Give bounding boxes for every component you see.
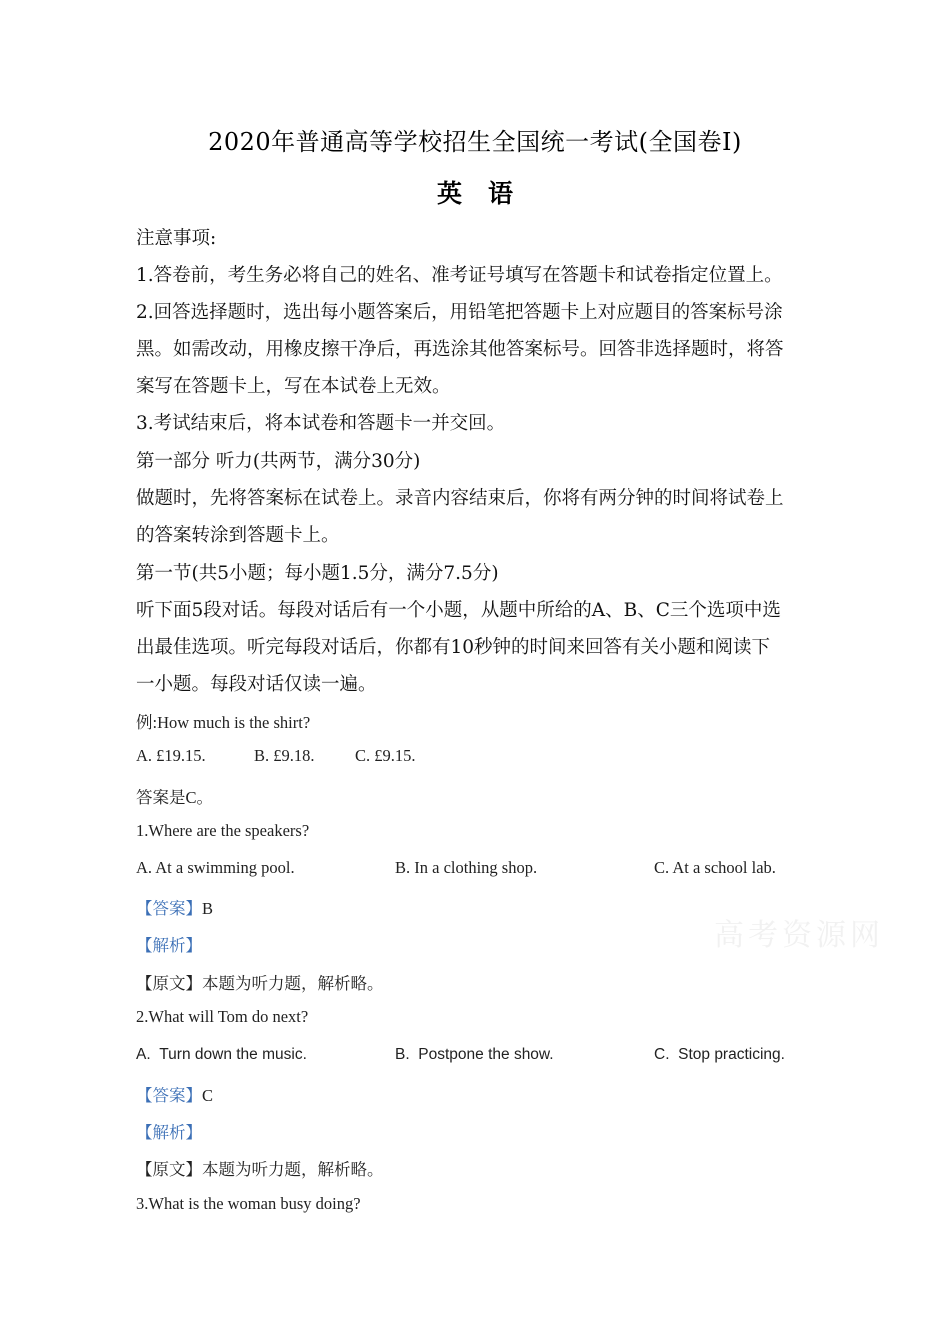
- q2-answer: [136, 1082, 213, 1106]
- option-text: Turn down the music.: [159, 1046, 307, 1063]
- note-line: 2.回答选择题时，选出每小题答案后，用铅笔把答题卡上对应题目的答案标号涂: [136, 302, 783, 323]
- part1-instruction-line: 的答案转涂到答题卡上。: [136, 525, 340, 546]
- note-line: 案写在答题卡上，写在本试卷上无效。: [136, 376, 451, 397]
- example-option-c: C. £9.15.: [355, 746, 416, 765]
- q1-original: [136, 970, 384, 994]
- watermark: 高考资源网: [714, 918, 884, 953]
- q2-option-b: [395, 1046, 554, 1064]
- q2-original: [136, 1156, 384, 1180]
- part1-instruction-line: 做题时，先将答案标在试卷上。录音内容结束后，你将有两分钟的时间将试卷上: [136, 488, 784, 509]
- example-option-b: B. £9.18.: [254, 746, 315, 765]
- q1-analysis: [136, 932, 202, 956]
- option-letter: C.: [654, 1046, 670, 1063]
- q1-option-a: A. At a swimming pool.: [136, 858, 295, 877]
- section1-heading: 第一节(共5小题；每小题1.5分，满分7.5分): [136, 563, 499, 584]
- section1-instruction-line: 出最佳选项。听完每段对话后，你都有10秒钟的时间来回答有关小题和阅读下: [136, 637, 771, 658]
- q1-option-c: C. At a school lab.: [654, 858, 776, 877]
- note-line: 黑。如需改动，用橡皮擦干净后，再选涂其他答案标号。回答非选择题时，将答: [136, 339, 784, 360]
- question-3: 3.What is the woman busy doing?: [136, 1194, 361, 1213]
- page-title: 2020年普通高等学校招生全国统一考试(全国卷I): [208, 128, 742, 156]
- option-letter: A.: [136, 1046, 151, 1063]
- original-label: 【原文】: [136, 1160, 202, 1179]
- original-text: 本题为听力题，解析略。: [202, 1160, 384, 1179]
- option-text: Postpone the show.: [418, 1046, 554, 1063]
- q1-answer: [136, 895, 213, 919]
- answer-label: 【答案】: [136, 1086, 202, 1105]
- option-letter: B.: [395, 1046, 410, 1063]
- q1-option-b: B. In a clothing shop.: [395, 858, 538, 877]
- example-answer: 答案是C。: [136, 788, 214, 807]
- question-2: 2.What will Tom do next?: [136, 1007, 309, 1026]
- original-text: 本题为听力题，解析略。: [202, 974, 384, 993]
- option-text: Stop practicing.: [678, 1046, 785, 1063]
- answer-value: C: [202, 1086, 214, 1105]
- q2-option-a: [136, 1046, 307, 1064]
- analysis-label: 【解析】: [136, 1123, 202, 1142]
- example-question: 例:How much is the shirt?: [136, 713, 311, 732]
- analysis-label: 【解析】: [136, 936, 202, 955]
- example-option-a: A. £19.15.: [136, 746, 206, 765]
- original-label: 【原文】: [136, 974, 202, 993]
- question-1: 1.Where are the speakers?: [136, 821, 310, 840]
- note-line: 1.答卷前，考生务必将自己的姓名、准考证号填写在答题卡和试卷指定位置上。: [136, 265, 783, 286]
- answer-label: 【答案】: [136, 899, 202, 918]
- answer-value: B: [202, 899, 214, 918]
- q2-option-c: [654, 1046, 785, 1064]
- subject-heading: 英语: [436, 179, 539, 208]
- q2-analysis: [136, 1119, 202, 1143]
- note-line: 3.考试结束后，将本试卷和答题卡一并交回。: [136, 413, 506, 434]
- part1-heading: 第一部分 听力(共两节，满分30分): [136, 451, 421, 472]
- section1-instruction-line: 听下面5段对话。每段对话后有一个小题，从题中所给的A、B、C三个选项中选: [136, 600, 781, 621]
- notes-heading: 注意事项:: [136, 228, 217, 249]
- section1-instruction-line: 一小题。每段对话仅读一遍。: [136, 674, 377, 695]
